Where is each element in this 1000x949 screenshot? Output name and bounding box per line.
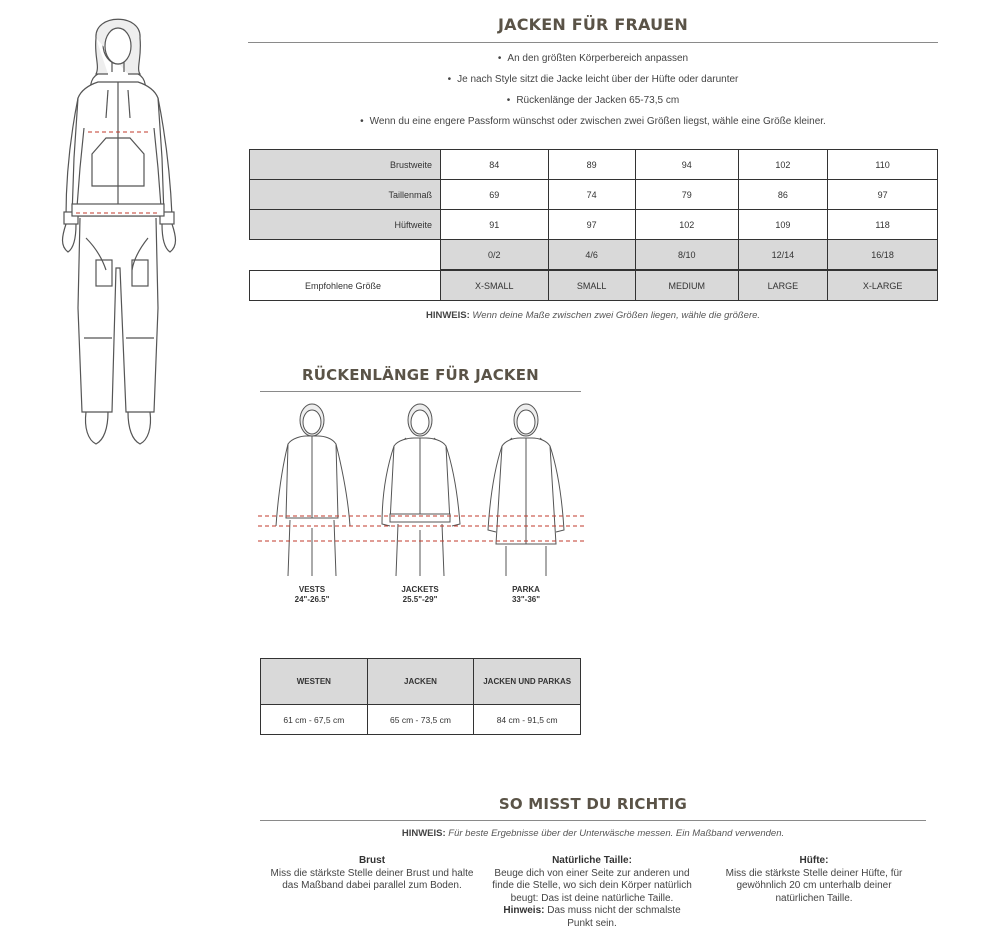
- size-row: [250, 240, 938, 270]
- size-note: [248, 310, 938, 321]
- size-cell: 4/6: [548, 240, 635, 270]
- vests-label: VESTS 24"-26.5": [294, 585, 330, 604]
- row-label: Brustweite: [250, 150, 441, 180]
- row-label: Hüftweite: [250, 210, 441, 240]
- table-cell: 118: [828, 210, 938, 240]
- table-cell: 94: [635, 150, 738, 180]
- chest-text: Miss die stärkste Stelle deiner Brust und halte das Maßband dabei parallel zum Boden.: [270, 867, 474, 891]
- table-cell: 97: [548, 210, 635, 240]
- table-cell: 110: [828, 150, 938, 180]
- hip-text: Miss die stärkste Stelle deiner Hüfte, für gewöhnlich 20 cm unterhalb deiner natürlichen Taille.: [725, 867, 903, 904]
- vest-figure: [276, 404, 350, 576]
- note-label: HINWEIS:: [401, 828, 446, 839]
- table-cell: 61 cm - 67,5 cm: [261, 705, 368, 735]
- row-label: Taillenmaß: [250, 180, 441, 210]
- column-header: JACKEN: [367, 659, 474, 705]
- note-text: Für beste Ergebnisse über der Unterwäsche messen. Ein Maßband verwenden.: [448, 828, 785, 839]
- waist-hint-text: Das muss nicht der schmalste Punkt sein.: [547, 905, 681, 929]
- recommended-size-cell: MEDIUM: [635, 271, 738, 301]
- table-row: [250, 150, 938, 180]
- waist-instructions: [490, 855, 694, 930]
- measure-divider: [260, 820, 926, 821]
- table-cell: 84 cm - 91,5 cm: [474, 705, 581, 735]
- back-length-table: [260, 658, 581, 735]
- recommended-size-cell: X-LARGE: [828, 271, 938, 301]
- measure-title: SO MISST DU RICHTIG: [498, 795, 688, 813]
- size-cell: 8/10: [635, 240, 738, 270]
- chest-title: Brust: [358, 855, 386, 866]
- back-length-divider: [260, 391, 581, 392]
- back-length-figures: [258, 398, 584, 578]
- page-title: JACKEN FÜR FRAUEN: [497, 15, 689, 34]
- hip-instructions: [712, 855, 916, 905]
- parka-figure: [488, 404, 564, 576]
- recommended-size-cell: LARGE: [738, 271, 827, 301]
- waist-title: Natürliche Taille:: [552, 855, 632, 866]
- table-cell: 79: [635, 180, 738, 210]
- recommended-size-cell: X-SMALL: [441, 271, 549, 301]
- title-divider: [248, 42, 938, 43]
- jackets-label: JACKETS 25.5"-29": [401, 585, 439, 604]
- back-length-title: RÜCKENLÄNGE FÜR JACKEN: [302, 366, 539, 384]
- column-header: JACKEN UND PARKAS: [474, 659, 581, 705]
- fit-tip: • Je nach Style sitzt die Jacke leicht über der Hüfte oder darunter: [248, 73, 938, 94]
- note-text: Wenn deine Maße zwischen zwei Größen liegen, wähle die größere.: [472, 310, 761, 321]
- table-cell: 102: [738, 150, 827, 180]
- table-row: [250, 210, 938, 240]
- table-cell: 84: [441, 150, 549, 180]
- table-cell: 91: [441, 210, 549, 240]
- table-cell: 69: [441, 180, 549, 210]
- table-row: [261, 705, 581, 735]
- size-cell: 16/18: [828, 240, 938, 270]
- recommended-size-row: [250, 271, 938, 301]
- recommended-size-cell: SMALL: [548, 271, 635, 301]
- woman-figure-illustration: [36, 8, 200, 448]
- size-cell: 12/14: [738, 240, 827, 270]
- fit-tip: • Rückenlänge der Jacken 65-73,5 cm: [248, 94, 938, 115]
- waist-hint-label: Hinweis:: [503, 905, 545, 916]
- measure-note: [260, 828, 926, 839]
- fit-tips-list: [248, 52, 938, 136]
- waist-text: Beuge dich von einer Seite zur anderen und finde die Stelle, wo sich dein Körper natürlich beugt: Das ist deine natürliche Taille.: [492, 867, 692, 904]
- size-cell: 0/2: [441, 240, 549, 270]
- note-label: HINWEIS:: [425, 310, 470, 321]
- row-label: Empfohlene Größe: [250, 271, 441, 301]
- table-cell: 86: [738, 180, 827, 210]
- table-cell: 89: [548, 150, 635, 180]
- hip-title: Hüfte:: [799, 855, 829, 866]
- table-cell: 74: [548, 180, 635, 210]
- table-cell: 65 cm - 73,5 cm: [367, 705, 474, 735]
- table-cell: 102: [635, 210, 738, 240]
- column-header: WESTEN: [261, 659, 368, 705]
- parka-label: PARKA 33"-36": [511, 585, 541, 604]
- fit-tip: • An den größten Körperbereich anpassen: [248, 52, 938, 73]
- jacket-figure: [382, 404, 460, 576]
- fit-tip: • Wenn du eine engere Passform wünschst oder zwischen zwei Größen liegst, wähle eine Größe kleiner.: [248, 115, 938, 136]
- table-cell: 109: [738, 210, 827, 240]
- size-table: [249, 149, 938, 301]
- table-cell: 97: [828, 180, 938, 210]
- table-row: [250, 180, 938, 210]
- table-header-row: [261, 659, 581, 705]
- chest-instructions: [270, 855, 474, 893]
